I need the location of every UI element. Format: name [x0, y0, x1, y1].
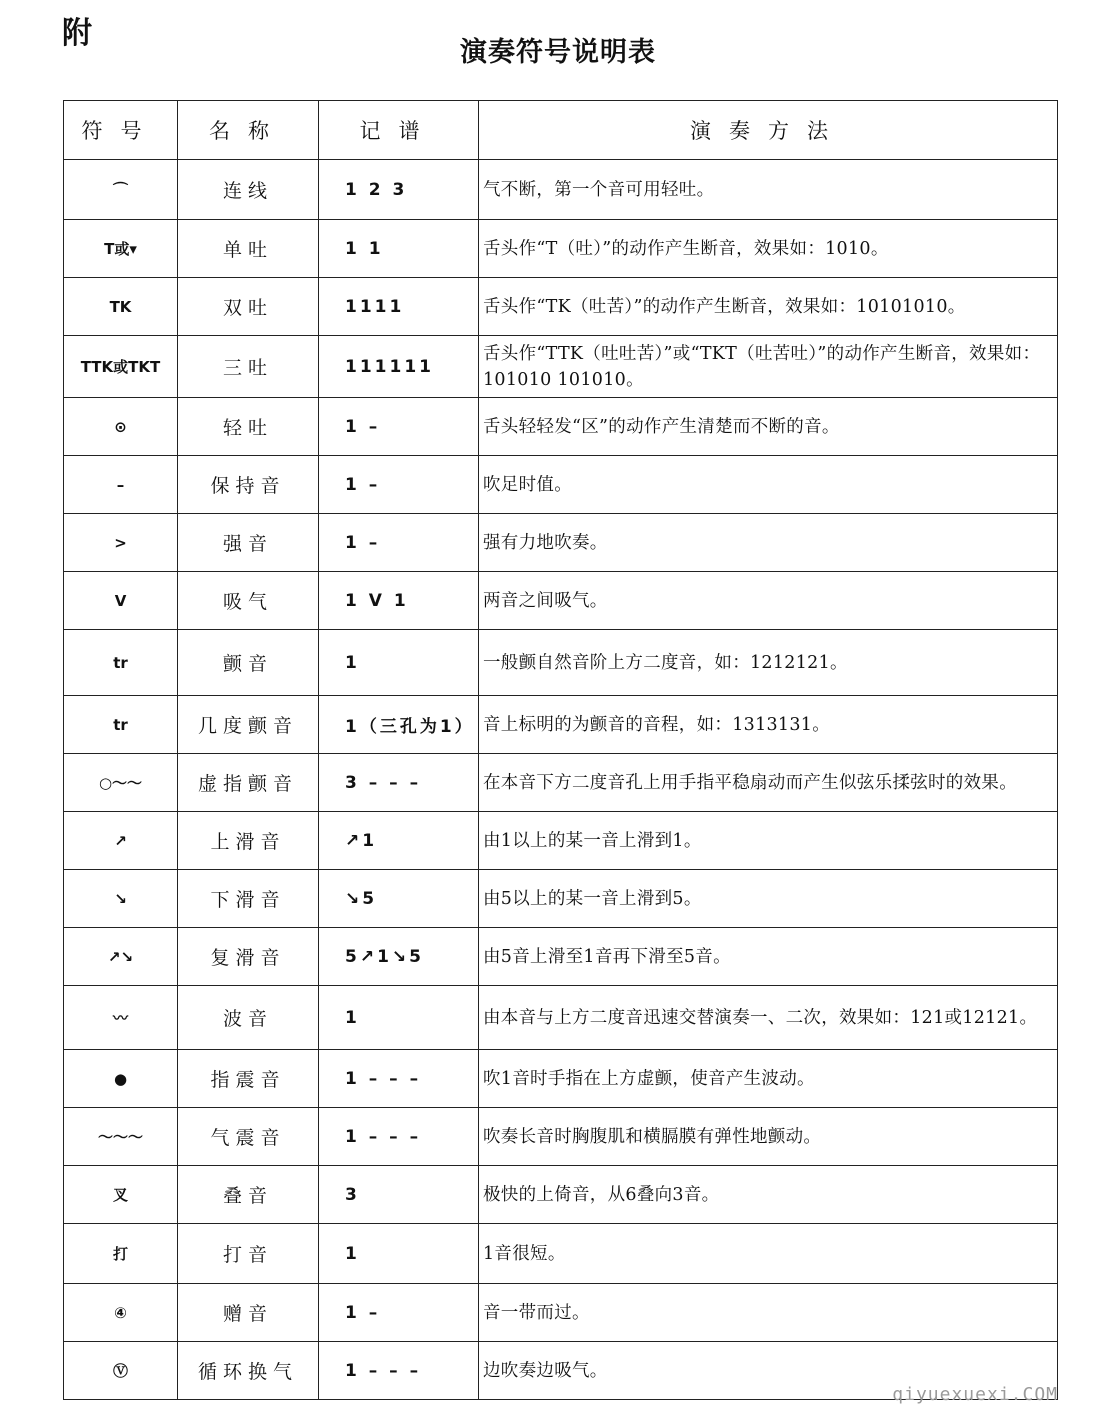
row-name: 打音: [178, 1224, 319, 1284]
row-symbol: >: [64, 514, 178, 572]
table-row: [64, 986, 1058, 1050]
row-symbol: T或▾: [64, 220, 178, 278]
row-notation: 1: [319, 1224, 479, 1284]
row-symbol: ⊙: [64, 398, 178, 456]
row-symbol: 〰: [64, 986, 178, 1050]
row-notation: 1（三孔为1）: [319, 696, 479, 754]
row-name: 三吐: [178, 336, 319, 398]
row-symbol: 打: [64, 1224, 178, 1284]
table-row: [64, 398, 1058, 456]
table-row: [64, 754, 1058, 812]
table-row: [64, 220, 1058, 278]
header-method: 演奏方法: [479, 101, 1058, 160]
row-symbol: ↗↘: [64, 928, 178, 986]
row-symbol: ～～～: [64, 1108, 178, 1166]
table-row: [64, 336, 1058, 398]
row-name: 单吐: [178, 220, 319, 278]
row-name: 双吐: [178, 278, 319, 336]
row-notation: 1: [319, 630, 479, 696]
row-method: 吹奏长音时胸腹肌和横膈膜有弹性地颤动。: [479, 1108, 1058, 1166]
row-name: 几度颤音: [178, 696, 319, 754]
table-row: [64, 1224, 1058, 1284]
row-method: 由本音与上方二度音迅速交替演奏一、二次，效果如：121或12121。: [479, 986, 1058, 1050]
header-notation: 记谱: [319, 101, 479, 160]
row-method: 舌头作“TTK（吐吐苦）”或“TKT（吐苦吐）”的动作产生断音，效果如：101010 101010。: [479, 336, 1058, 398]
row-method: 由5以上的某一音上滑到5。: [479, 870, 1058, 928]
row-method: 舌头轻轻发“区”的动作产生清楚而不断的音。: [479, 398, 1058, 456]
table-row: [64, 572, 1058, 630]
row-notation: 1 –: [319, 514, 479, 572]
symbol-table: [63, 100, 1058, 1400]
row-symbol: Ⓥ: [64, 1342, 178, 1400]
row-notation: 111111: [319, 336, 479, 398]
watermark: qiyuexuexi.COM: [892, 1384, 1058, 1405]
row-notation: 1 – – –: [319, 1342, 479, 1400]
row-name: 赠音: [178, 1284, 319, 1342]
header-name: 名称: [178, 101, 319, 160]
row-method: 边吹奏边吸气。: [479, 1342, 1058, 1400]
table-row: [64, 1050, 1058, 1108]
row-method: 音上标明的为颤音的音程，如：1313131。: [479, 696, 1058, 754]
row-method: 1音很短。: [479, 1224, 1058, 1284]
row-symbol: –: [64, 456, 178, 514]
row-notation: 1 – – –: [319, 1108, 479, 1166]
row-method: 吹1音时手指在上方虚颤，使音产生波动。: [479, 1050, 1058, 1108]
table-row: [64, 630, 1058, 696]
row-symbol: V: [64, 572, 178, 630]
row-notation: 1 1: [319, 220, 479, 278]
row-name: 复滑音: [178, 928, 319, 986]
row-symbol: tr: [64, 630, 178, 696]
row-notation: 1: [319, 986, 479, 1050]
row-symbol: ○～～: [64, 754, 178, 812]
header-symbol: 符号: [64, 101, 178, 160]
row-notation: 1 – – –: [319, 1050, 479, 1108]
row-notation: 1 –: [319, 456, 479, 514]
appendix-label: 附: [62, 16, 92, 51]
row-notation: 3: [319, 1166, 479, 1224]
row-notation: 3 – – –: [319, 754, 479, 812]
row-notation: 1 V 1: [319, 572, 479, 630]
row-method: 音一带而过。: [479, 1284, 1058, 1342]
table-row: [64, 1108, 1058, 1166]
row-name: 颤音: [178, 630, 319, 696]
row-symbol: ↘: [64, 870, 178, 928]
row-name: 循环换气: [178, 1342, 319, 1400]
row-method: 舌头作“TK（吐苦）”的动作产生断音，效果如：10101010。: [479, 278, 1058, 336]
row-method: 由5音上滑至1音再下滑至5音。: [479, 928, 1058, 986]
row-method: 强有力地吹奏。: [479, 514, 1058, 572]
table-row: [64, 812, 1058, 870]
row-name: 下滑音: [178, 870, 319, 928]
row-method: 两音之间吸气。: [479, 572, 1058, 630]
row-name: 叠音: [178, 1166, 319, 1224]
table-row: [64, 514, 1058, 572]
row-name: 保持音: [178, 456, 319, 514]
row-notation: ↘5: [319, 870, 479, 928]
row-method: 吹足时值。: [479, 456, 1058, 514]
row-notation: 1 –: [319, 398, 479, 456]
table-header-row: [64, 101, 1058, 160]
row-name: 指震音: [178, 1050, 319, 1108]
row-symbol: TK: [64, 278, 178, 336]
row-name: 轻吐: [178, 398, 319, 456]
row-name: 气震音: [178, 1108, 319, 1166]
row-notation: 1111: [319, 278, 479, 336]
row-notation: 1 2 3: [319, 160, 479, 220]
table-row: [64, 1166, 1058, 1224]
table-row: [64, 278, 1058, 336]
table-row: [64, 1284, 1058, 1342]
row-method: 气不断，第一个音可用轻吐。: [479, 160, 1058, 220]
table-row: [64, 456, 1058, 514]
row-symbol: ⌒: [64, 160, 178, 220]
row-name: 强音: [178, 514, 319, 572]
row-method: 极快的上倚音，从6叠向3音。: [479, 1166, 1058, 1224]
row-name: 波音: [178, 986, 319, 1050]
row-notation: 5↗1↘5: [319, 928, 479, 986]
row-notation: 1 –: [319, 1284, 479, 1342]
page-title: 演奏符号说明表: [460, 37, 656, 68]
table-row: [64, 696, 1058, 754]
row-method: 在本音下方二度音孔上用手指平稳扇动而产生似弦乐揉弦时的效果。: [479, 754, 1058, 812]
row-notation: ↗1: [319, 812, 479, 870]
table-row: [64, 870, 1058, 928]
row-method: 由1以上的某一音上滑到1。: [479, 812, 1058, 870]
row-name: 连线: [178, 160, 319, 220]
row-method: 舌头作“T（吐）”的动作产生断音，效果如：1010。: [479, 220, 1058, 278]
row-name: 上滑音: [178, 812, 319, 870]
row-method: 一般颤自然音阶上方二度音，如：1212121。: [479, 630, 1058, 696]
row-name: 虚指颤音: [178, 754, 319, 812]
table-row: [64, 160, 1058, 220]
row-symbol: ④: [64, 1284, 178, 1342]
row-symbol: ●: [64, 1050, 178, 1108]
row-symbol: 叉: [64, 1166, 178, 1224]
row-name: 吸气: [178, 572, 319, 630]
table-row: [64, 928, 1058, 986]
row-symbol: TTK或TKT: [64, 336, 178, 398]
row-symbol: ↗: [64, 812, 178, 870]
row-symbol: tr: [64, 696, 178, 754]
